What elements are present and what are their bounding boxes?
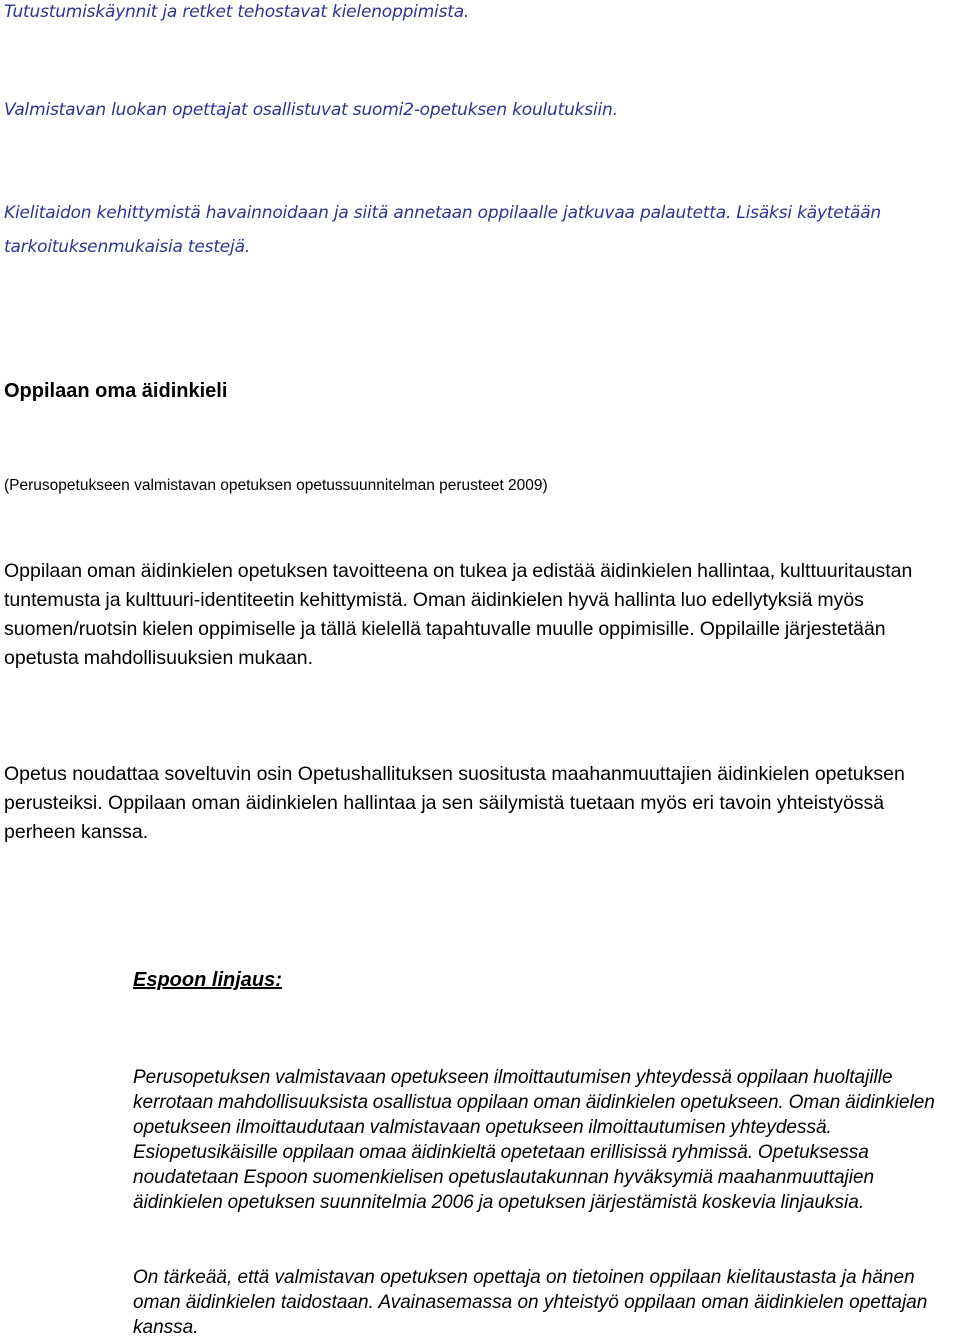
paragraph-mother-tongue-goals: Oppilaan oman äidinkielen opetuksen tavoitteena on tukea ja edistää äidinkielen hallintaa, kulttuuritaustan tuntemusta ja kulttuuri-identiteetin kehittymistä. Oman äidinkielen hyvä hallinta luo edellytyksiä myös suomen/ruotsin kielen oppimiselle ja tällä kielellä tapahtuvalle muulle oppimisille. Oppilaille järjestetään opetusta mahdollisuuksien mukaan.: [4, 560, 913, 669]
paragraph-teacher-training: Valmistavan luokan opettajat osallistuvat suomi2-opetuksen koulutuksiin.: [4, 100, 618, 120]
heading-own-mother-tongue: Oppilaan oma äidinkieli: [4, 380, 228, 402]
paragraph-excursions: Tutustumiskäynnit ja retket tehostavat kielenoppimista.: [4, 2, 470, 22]
heading-espoo-policy: Espoon linjaus:: [133, 969, 282, 991]
paragraph-teaching-guidelines: Opetus noudattaa soveltuvin osin Opetushallituksen suositusta maahanmuuttajien äidinkielen opetuksen perusteiksi. Oppilaan oman äidinkielen hallintaa ja sen säilymistä tuetaan myös eri tavoin yhteistyössä perheen kanssa.: [4, 763, 905, 843]
source-note: (Perusopetukseen valmistavan opetuksen opetussuunnitelman perusteet 2009): [4, 477, 548, 494]
paragraph-teacher-awareness: On tärkeää, että valmistavan opetuksen opettaja on tietoinen oppilaan kielitaustasta ja hänen oman äidinkielen taidostaan. Avainasemassa on yhteistyö oppilaan oman äidinkielen opettajan kanssa.: [133, 1267, 928, 1338]
paragraph-language-assessment: Kielitaidon kehittymistä havainnoidaan ja siitä annetaan oppilaalle jatkuvaa palautetta. Lisäksi käytetään tarkoituksenmukaisia testejä.: [4, 203, 882, 257]
paragraph-espoo-registration: Perusopetuksen valmistavaan opetukseen ilmoittautumisen yhteydessä oppilaan huoltajille kerrotaan mahdollisuuksista osallistua oppilaan oman äidinkielen opetukseen. Oman äidinkielen opetukseen ilmoittaudutaan valmistavaan opetukseen ilmoittautumisen yhteydessä. Esiopetusikäisille oppilaan omaa äidinkieltä opetetaan erillisissä ryhmissä. Opetuksessa noudatetaan Espoon suomenkielisen opetuslautakunnan hyväksymiä maahanmuuttajien äidinkielen opetuksen suunnitelmia 2006 ja opetuksen järjestämistä koskevia linjauksia.: [133, 1067, 935, 1213]
